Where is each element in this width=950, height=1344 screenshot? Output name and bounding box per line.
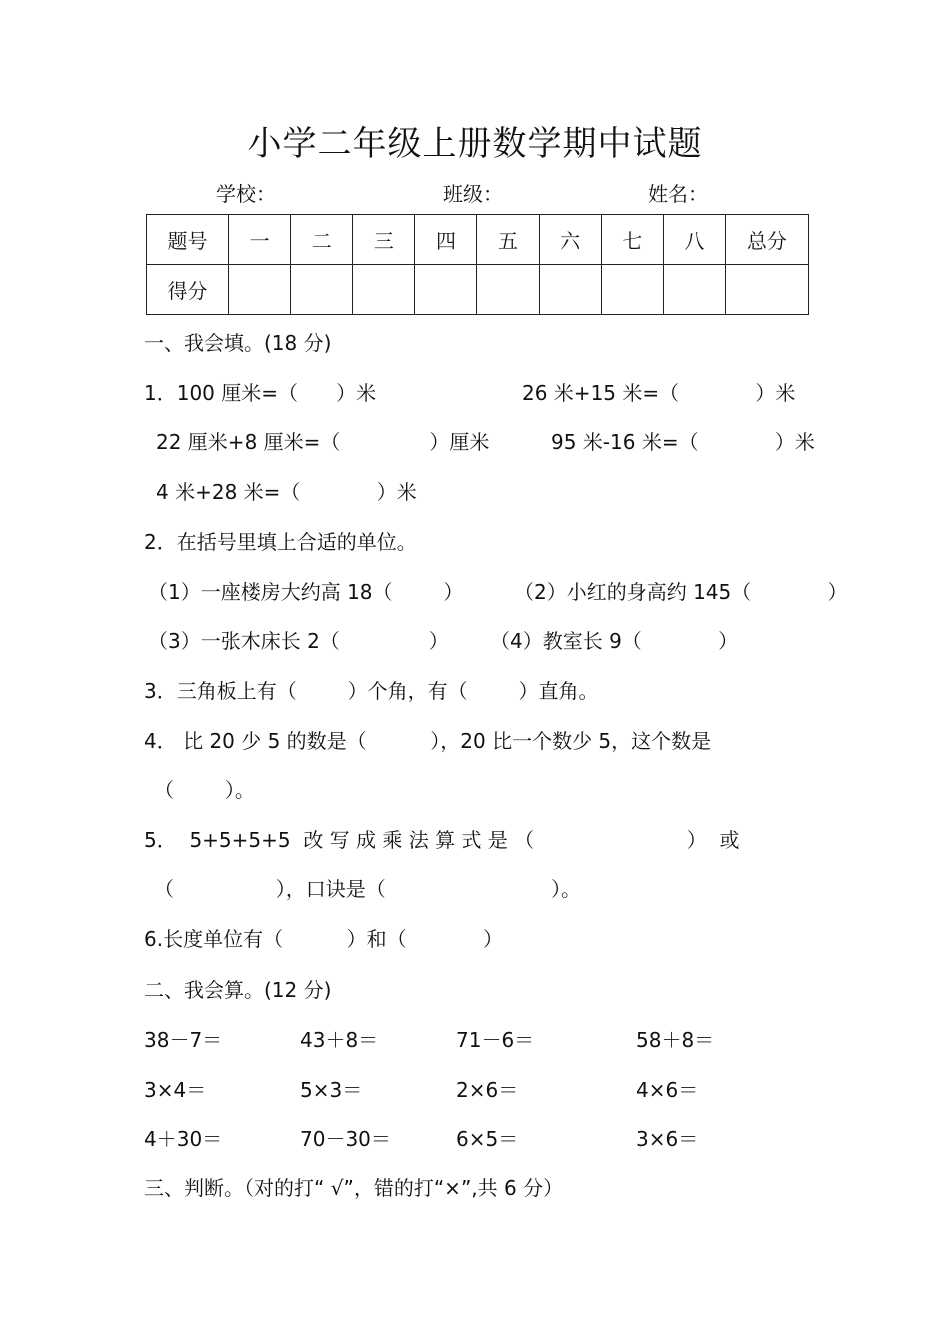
question-2: 2．在括号里填上合适的单位。 bbox=[144, 530, 417, 554]
table-cell: 八 bbox=[663, 215, 725, 265]
question-1d: 95 米-16 米=（ ）米 bbox=[551, 430, 815, 454]
section-2-heading: 二、我会算。(12 分) bbox=[144, 978, 332, 1002]
question-1a: 1．100 厘米=（ ）米 bbox=[144, 381, 377, 405]
question-3: 3．三角板上有（ ）个角，有（ ）直角。 bbox=[144, 679, 599, 703]
calc-item: 3×6＝ bbox=[636, 1127, 699, 1151]
question-5a: 5． 5+5+5+5 改 写 成 乘 法 算 式 是 （ ） 或 bbox=[144, 828, 740, 852]
section-3-heading: 三、判断。（对的打“ √”，错的打“×”,共 6 分） bbox=[144, 1176, 564, 1200]
question-6: 6.长度单位有（ ）和（ ） bbox=[144, 927, 503, 951]
table-cell: 总分 bbox=[725, 215, 808, 265]
score-cell[interactable] bbox=[601, 265, 663, 315]
score-table-header-row bbox=[147, 215, 809, 265]
question-2-1: （1）一座楼房大约高 18（ ） bbox=[148, 580, 464, 604]
table-cell: 七 bbox=[601, 215, 663, 265]
score-table bbox=[146, 214, 809, 315]
page-title: 小学二年级上册数学期中试题 bbox=[247, 124, 703, 164]
calc-item: 4×6＝ bbox=[636, 1078, 699, 1102]
question-5b: （ ），口诀是（ ）。 bbox=[154, 877, 582, 901]
table-cell: 三 bbox=[353, 215, 415, 265]
calc-item: 43＋8＝ bbox=[300, 1028, 379, 1052]
score-cell[interactable] bbox=[539, 265, 601, 315]
calc-item: 4＋30＝ bbox=[144, 1127, 223, 1151]
school-label: 学校： bbox=[216, 182, 276, 206]
table-cell: 六 bbox=[539, 215, 601, 265]
calc-item: 6×5＝ bbox=[456, 1127, 519, 1151]
table-cell: 得分 bbox=[147, 265, 229, 315]
question-1b: 26 米+15 米=（ ）米 bbox=[522, 381, 796, 405]
name-label: 姓名： bbox=[648, 182, 708, 206]
table-cell: 五 bbox=[477, 215, 539, 265]
table-cell: 二 bbox=[291, 215, 353, 265]
question-4b: （ ）。 bbox=[154, 778, 255, 802]
question-1c: 22 厘米+8 厘米=（ ）厘米 bbox=[156, 430, 490, 454]
calc-item: 3×4＝ bbox=[144, 1078, 207, 1102]
score-cell[interactable] bbox=[291, 265, 353, 315]
score-cell[interactable] bbox=[725, 265, 808, 315]
score-table-score-row bbox=[147, 265, 809, 315]
table-cell: 四 bbox=[415, 215, 477, 265]
question-1e: 4 米+28 米=（ ）米 bbox=[156, 480, 417, 504]
score-cell[interactable] bbox=[229, 265, 291, 315]
question-2-4: （4）教室长 9（ ） bbox=[490, 629, 739, 653]
calc-item: 2×6＝ bbox=[456, 1078, 519, 1102]
score-cell[interactable] bbox=[415, 265, 477, 315]
question-4a: 4． 比 20 少 5 的数是（ ），20 比一个数少 5，这个数是 bbox=[144, 729, 712, 753]
section-1-heading: 一、我会填。(18 分) bbox=[144, 331, 332, 355]
question-2-3: （3）一张木床长 2（ ） bbox=[148, 629, 449, 653]
table-cell: 一 bbox=[229, 215, 291, 265]
calc-item: 58＋8＝ bbox=[636, 1028, 715, 1052]
score-cell[interactable] bbox=[477, 265, 539, 315]
calc-item: 5×3＝ bbox=[300, 1078, 363, 1102]
calc-item: 38－7＝ bbox=[144, 1028, 223, 1052]
table-cell: 题号 bbox=[147, 215, 229, 265]
class-label: 班级： bbox=[443, 182, 503, 206]
score-cell[interactable] bbox=[663, 265, 725, 315]
calc-item: 71－6＝ bbox=[456, 1028, 535, 1052]
question-2-2: （2）小红的身高约 145（ ） bbox=[514, 580, 848, 604]
calc-item: 70－30＝ bbox=[300, 1127, 391, 1151]
score-cell[interactable] bbox=[353, 265, 415, 315]
